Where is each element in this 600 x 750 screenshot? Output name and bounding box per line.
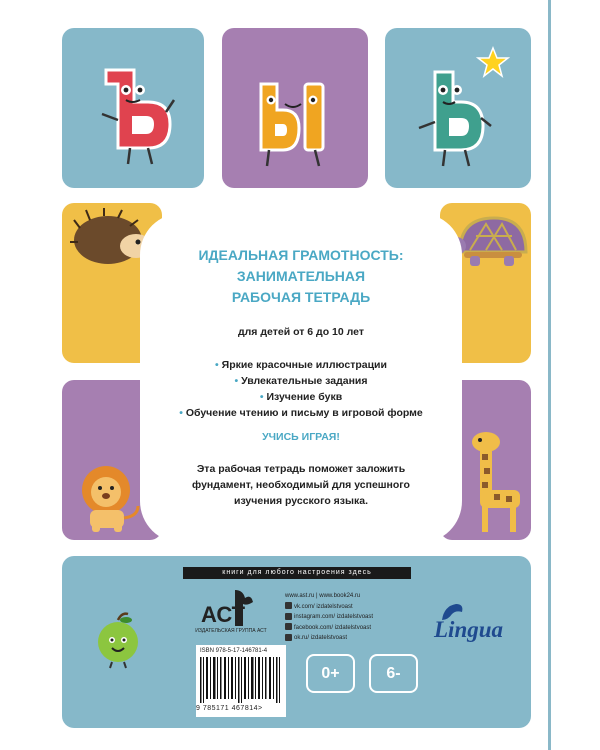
- bullet: •: [259, 391, 264, 403]
- age-range: для детей от 6 до 10 лет: [237, 326, 365, 338]
- star-icon: [476, 46, 510, 80]
- feature-text: Яркие красочные иллюстрации: [221, 359, 387, 371]
- vk-icon: [285, 602, 292, 609]
- social-text: facebook.com/ izdatelstvoast: [294, 624, 372, 631]
- book-title: [140, 245, 462, 308]
- bullet: •: [234, 375, 239, 387]
- title-line: ИДЕАЛЬНАЯ ГРАМОТНОСТЬ:: [198, 247, 404, 263]
- feature-item: [140, 373, 462, 389]
- lingua-imprint-logo: Lingua: [434, 617, 504, 642]
- social-link[interactable]: [285, 623, 373, 634]
- recommended-age-badge: 6-: [369, 654, 418, 693]
- website-link[interactable]: www.ast.ru | www.book24.ru: [285, 593, 361, 599]
- instagram-icon: [285, 613, 292, 620]
- social-text: ok.ru/ izdatelstvoast: [294, 635, 348, 641]
- description-line: фундамент, необходимый для успешного: [192, 479, 410, 491]
- feature-item: [140, 357, 462, 373]
- bullet: •: [179, 407, 183, 419]
- feature-item: [140, 389, 462, 405]
- social-link[interactable]: [285, 612, 373, 623]
- social-link[interactable]: [285, 602, 373, 613]
- isbn: ISBN 978-5-17-146781-4: [200, 648, 268, 654]
- logo-text: АСТ: [201, 602, 246, 627]
- slogan: УЧИСЬ ИГРАЯ!: [262, 431, 340, 443]
- age-rating-badge: 0+: [306, 654, 355, 693]
- hard-sign-character-icon: [96, 60, 176, 168]
- tagline: книги для любого настроения здесь: [183, 567, 411, 579]
- social-text: instagram.com/ izdatelstvoast: [294, 614, 374, 620]
- feature-text: Увлекательные задания: [241, 375, 368, 387]
- spine-line: [548, 0, 551, 750]
- feature-text: Обучение чтению и письму в игровой форме: [185, 407, 423, 419]
- description-line: изучения русского языка.: [234, 495, 368, 507]
- social-link[interactable]: [285, 633, 373, 644]
- barcode-icon: [200, 657, 282, 703]
- barcode-number: 9 785171 467814>: [196, 705, 263, 712]
- feature-item: [140, 405, 462, 421]
- publisher-name: ИЗДАТЕЛЬСКАЯ ГРУППА АСТ: [195, 628, 267, 634]
- bullet: •: [215, 359, 219, 371]
- social-text: vk.com/ izdatelstvoast: [294, 603, 353, 610]
- features-list: [140, 357, 462, 421]
- ok-icon: [285, 634, 292, 641]
- soft-sign-character-icon: [415, 66, 495, 170]
- apple-character-icon: [94, 612, 144, 670]
- feature-text: Изучение букв: [266, 391, 343, 403]
- title-line: ЗАНИМАТЕЛЬНАЯ: [236, 268, 366, 284]
- publisher-links: [285, 591, 373, 644]
- lion-icon: [72, 462, 146, 534]
- barcode-digits: 9 785171 467814: [196, 705, 258, 712]
- giraffe-icon: [466, 428, 526, 534]
- yery-character-icon: [255, 74, 335, 174]
- book-description: [150, 461, 452, 509]
- description-line: Эта рабочая тетрадь поможет заложить: [196, 463, 406, 475]
- facebook-icon: [285, 623, 292, 630]
- title-line: РАБОЧАЯ ТЕТРАДЬ: [231, 289, 371, 305]
